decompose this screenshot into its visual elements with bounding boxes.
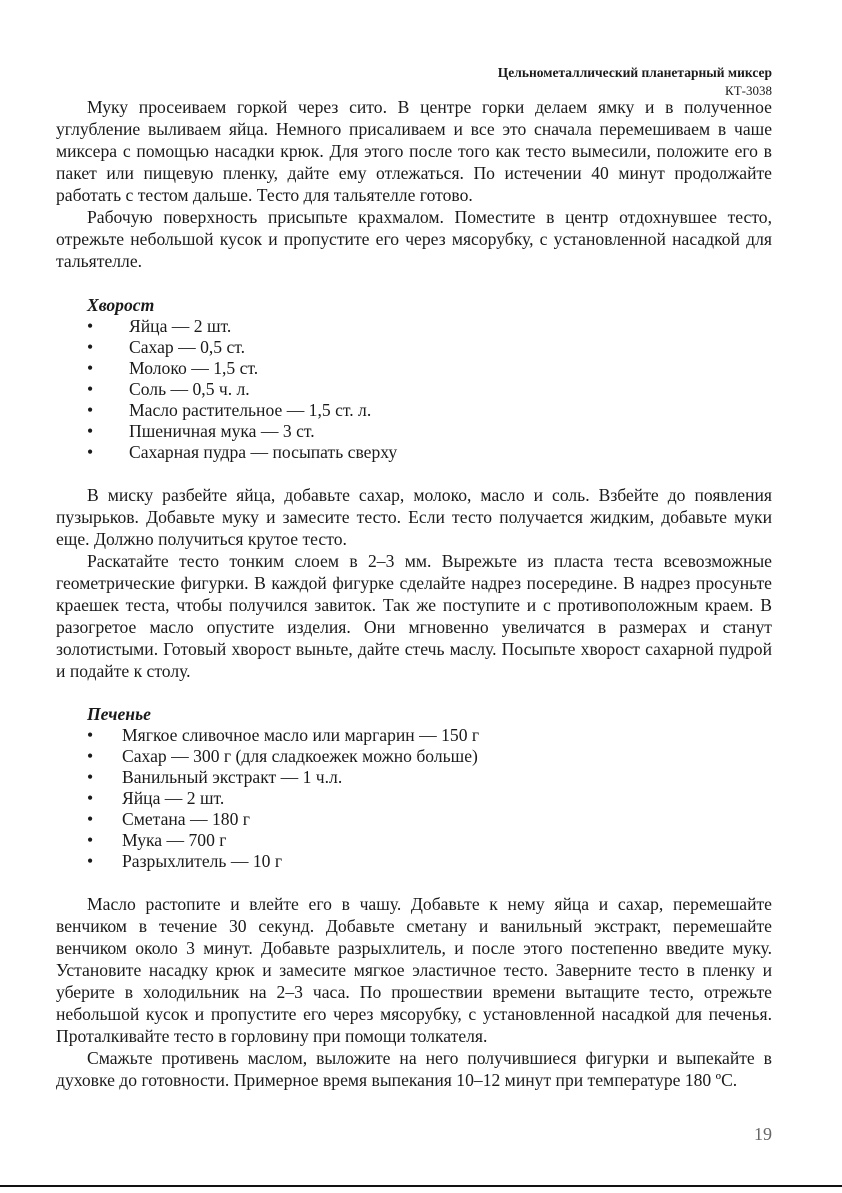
ingredient-text: Мука — 700 г (122, 830, 227, 850)
bullet-icon: • (87, 788, 94, 808)
page-content (56, 96, 772, 1091)
pechenye-paragraph-2: Смажьте противень маслом, выложите на него получившиеся фигурки и выпекайте в духовке до готовности. Примерное время выпекания 10–12 минут при температуре 180 ºС. (56, 1048, 772, 1090)
bullet-icon: • (87, 851, 94, 871)
bullet-icon: • (87, 400, 94, 420)
ingredient-list-khvorost (56, 316, 772, 463)
ingredient-text: Сахар — 300 г (для сладкоежек можно больше) (122, 746, 478, 766)
list-item (56, 379, 772, 400)
bullet-icon: • (87, 379, 94, 399)
bullet-icon: • (87, 809, 94, 829)
product-model-code: КТ-3038 (725, 83, 772, 98)
list-item (56, 337, 772, 358)
list-item (56, 725, 772, 746)
intro-paragraph-1: Муку просеиваем горкой через сито. В центре горки делаем ямку и в полученное углубление выливаем яйца. Немного присаливаем и все это сначала перемешиваем в чаше миксера с помощью насадки крюк. Для этого после того как тесто вымесили, положите его в пакет или пищевую пленку, дайте ему отлежаться. По истечении 40 минут продолжайте работать с тестом дальше. Тесто для тальятелле готово. (56, 97, 772, 205)
ingredient-text: Молоко — 1,5 ст. (129, 358, 259, 378)
ingredient-text: Яйца — 2 шт. (122, 788, 225, 808)
list-item (56, 788, 772, 809)
ingredient-text: Мягкое сливочное масло или маргарин — 150 г (122, 725, 480, 745)
list-item (56, 316, 772, 337)
list-item (56, 421, 772, 442)
list-item (56, 358, 772, 379)
bullet-icon: • (87, 316, 94, 336)
bullet-icon: • (87, 746, 94, 766)
bullet-icon: • (87, 767, 94, 787)
ingredient-text: Ванильный экстракт — 1 ч.л. (122, 767, 343, 787)
ingredient-text: Сахарная пудра — посыпать сверху (129, 442, 398, 462)
recipe-title-khvorost: Хворост (87, 295, 155, 315)
bottom-divider (0, 1185, 842, 1187)
list-item (56, 830, 772, 851)
bullet-icon: • (87, 725, 94, 745)
product-name: Цельнометаллический планетарный миксер (497, 65, 772, 80)
ingredient-text: Соль — 0,5 ч. л. (129, 379, 250, 399)
khvorost-paragraph-1: В миску разбейте яйца, добавьте сахар, молоко, масло и соль. Взбейте до появления пузырьков. Добавьте муку и замесите тесто. Если тесто получается жидким, добавьте муки еще. Должно получиться крутое тесто. (56, 485, 772, 549)
bullet-icon: • (87, 830, 94, 850)
list-item (56, 442, 772, 463)
page-header (498, 64, 772, 100)
bullet-icon: • (87, 442, 94, 462)
list-item (56, 809, 772, 830)
ingredient-text: Сметана — 180 г (122, 809, 251, 829)
list-item (56, 851, 772, 872)
list-item (56, 767, 772, 788)
pechenye-paragraph-1: Масло растопите и влейте его в чашу. Добавьте к нему яйца и сахар, перемешайте венчиком в течение 30 секунд. Добавьте сметану и ванильный экстракт, перемешайте венчиком около 3 минут. Добавьте разрыхлитель, и после этого постепенно введите муку. Установите насадку крюк и замесите мягкое эластичное тесто. Заверните тесто в пленку и уберите в холодильник на 2–3 часа. По прошествии времени вытащите тесто, отрежьте небольшой кусок и пропустите его через мясорубку, с установленной насадкой для печенья. Проталкивайте тесто в горловину при помощи толкателя. (56, 894, 772, 1046)
list-item (56, 400, 772, 421)
intro-paragraph-2: Рабочую поверхность присыпьте крахмалом. Поместите в центр отдохнувшее тесто, отрежьте небольшой кусок и пропустите его через мясорубку, с установленной насадкой для тальятелле. (56, 207, 772, 271)
ingredient-text: Пшеничная мука — 3 ст. (129, 421, 315, 441)
ingredient-text: Яйца — 2 шт. (129, 316, 232, 336)
ingredient-text: Масло растительное — 1,5 ст. л. (129, 400, 372, 420)
ingredient-list-pechenye (56, 725, 772, 872)
bullet-icon: • (87, 421, 94, 441)
bullet-icon: • (87, 337, 94, 357)
khvorost-paragraph-2: Раскатайте тесто тонким слоем в 2–3 мм. Вырежьте из пласта теста всевозможные геометрические фигурки. В каждой фигурке сделайте надрез посередине. В надрез просуньте краешек теста, чтобы получился завиток. Так же поступите и с противоположным краем. В разогретое масло опустите изделия. Они мгновенно увеличатся в размерах и станут золотистыми. Готовый хворост выньте, дайте стечь маслу. Посыпьте хворост сахарной пудрой и подайте к столу. (56, 551, 772, 681)
page-number: 19 (754, 1124, 772, 1144)
list-item (56, 746, 772, 767)
recipe-title-pechenye: Печенье (87, 704, 151, 724)
ingredient-text: Разрыхлитель — 10 г (122, 851, 283, 871)
ingredient-text: Сахар — 0,5 ст. (129, 337, 246, 357)
bullet-icon: • (87, 358, 94, 378)
